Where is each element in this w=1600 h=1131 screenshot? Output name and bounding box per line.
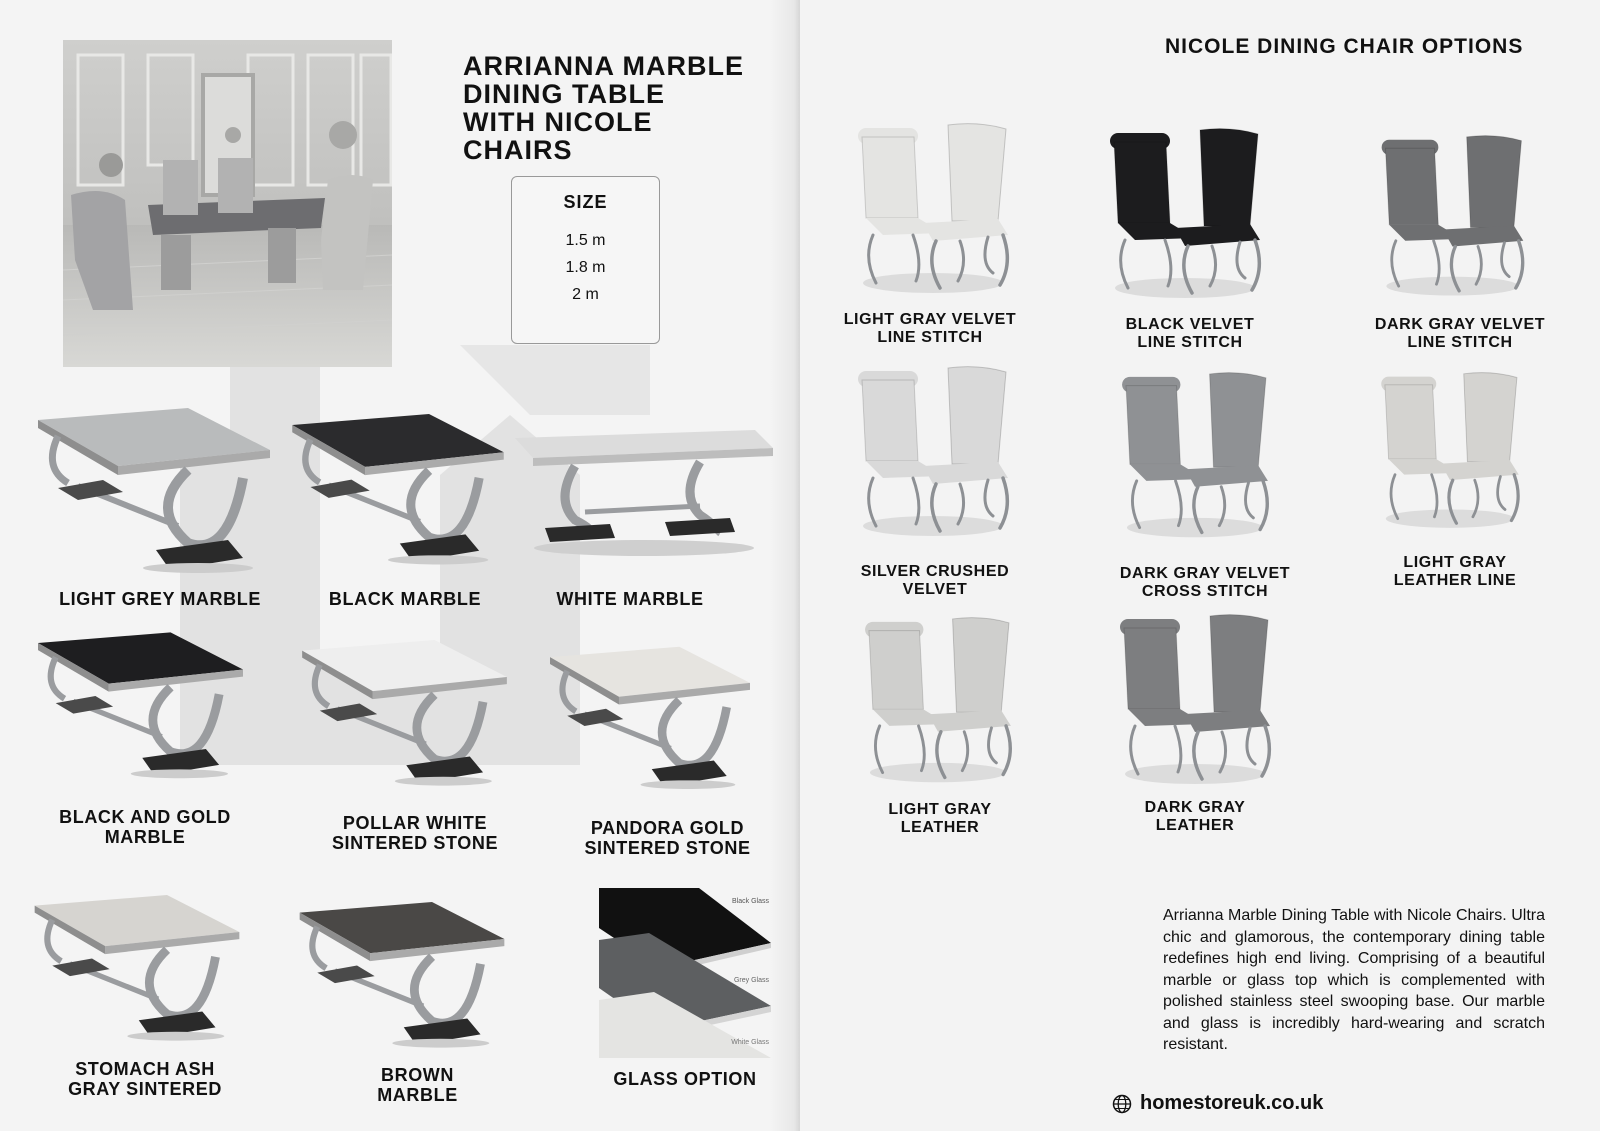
- glass-label: Grey Glass: [733, 977, 769, 984]
- table-stomach-ash-gray: [32, 895, 242, 1045]
- size-value: 1.8 m: [565, 259, 606, 276]
- table-black-and-gold-marble: [38, 630, 243, 785]
- size-value: 1.5 m: [565, 232, 606, 249]
- table-caption: LIGHT GREY MARBLE: [59, 589, 261, 609]
- chair-dark-gray-velvet-cross: [1105, 372, 1285, 547]
- table-caption: STOMACH ASH GRAY SINTERED: [68, 1059, 222, 1099]
- title-line: ARRIANNA MARBLE: [463, 51, 744, 81]
- table-caption: WHITE MARBLE: [556, 589, 704, 609]
- chair-dark-gray-velvet-line: [1360, 135, 1545, 305]
- title-line: WITH NICOLE: [463, 107, 653, 137]
- chair-caption: LIGHT GRAY LEATHER LINE: [1393, 554, 1517, 589]
- chair-caption: BLACK VELVET LINE STITCH: [1125, 316, 1255, 351]
- table-caption: BLACK MARBLE: [328, 589, 482, 609]
- size-heading: SIZE: [563, 192, 608, 212]
- table-light-grey-marble: [38, 408, 270, 578]
- size-options-box: [511, 176, 660, 344]
- title-line: DINING TABLE: [463, 79, 665, 109]
- table-brown-marble: [292, 902, 512, 1052]
- glass-label: White Glass: [731, 1039, 769, 1046]
- page-title: [463, 52, 744, 164]
- website-link[interactable]: [1112, 1092, 1323, 1115]
- glass-samples: [599, 888, 771, 1058]
- table-caption: BROWN MARBLE: [377, 1065, 458, 1105]
- chair-dark-gray-leather: [1105, 614, 1285, 794]
- glass-caption: GLASS OPTION: [613, 1069, 757, 1089]
- chair-options-heading: NICOLE DINING CHAIR OPTIONS: [1165, 35, 1524, 58]
- room-photo: [63, 40, 392, 367]
- chair-silver-crushed-velvet: [838, 366, 1028, 546]
- chair-caption: LIGHT GRAY LEATHER: [888, 801, 992, 836]
- chair-caption: LIGHT GRAY VELVET LINE STITCH: [843, 311, 1017, 346]
- table-caption: PANDORA GOLD SINTERED STONE: [584, 818, 751, 858]
- table-pollar-white-sintered: [302, 640, 507, 790]
- chair-light-gray-velvet-line: [848, 123, 1018, 303]
- chair-light-gray-leather: [848, 617, 1028, 792]
- table-caption: BLACK AND GOLD MARBLE: [59, 807, 231, 847]
- website-text: homestoreuk.co.uk: [1140, 1092, 1324, 1114]
- chair-light-gray-leather-line: [1365, 372, 1535, 537]
- chair-black-velvet-line: [1100, 128, 1270, 308]
- table-pandora-gold-sintered: [550, 645, 750, 795]
- table-white-marble: [515, 420, 773, 562]
- title-line: CHAIRS: [463, 135, 573, 165]
- table-caption: POLLAR WHITE SINTERED STONE: [331, 813, 499, 853]
- product-description: Arrianna Marble Dining Table with Nicole Chairs. Ultra chic and glamorous, the contemporary dining table redefines high end living. Comprising of a beautiful marble or glass top which is complemented with polished stainless steel swooping base. Our marble and glass is incredibly hard-wearing and scratch resistant.: [1163, 907, 1545, 1053]
- size-value: 2 m: [572, 286, 599, 303]
- chair-caption: SILVER CRUSHED VELVET: [860, 563, 1010, 598]
- globe-icon: [1112, 1094, 1132, 1114]
- chair-caption: DARK GRAY LEATHER: [1144, 799, 1246, 834]
- glass-label: Black Glass: [732, 898, 769, 905]
- table-black-marble: [290, 414, 506, 569]
- chair-caption: DARK GRAY VELVET LINE STITCH: [1374, 316, 1546, 351]
- chair-caption: DARK GRAY VELVET CROSS STITCH: [1119, 565, 1291, 600]
